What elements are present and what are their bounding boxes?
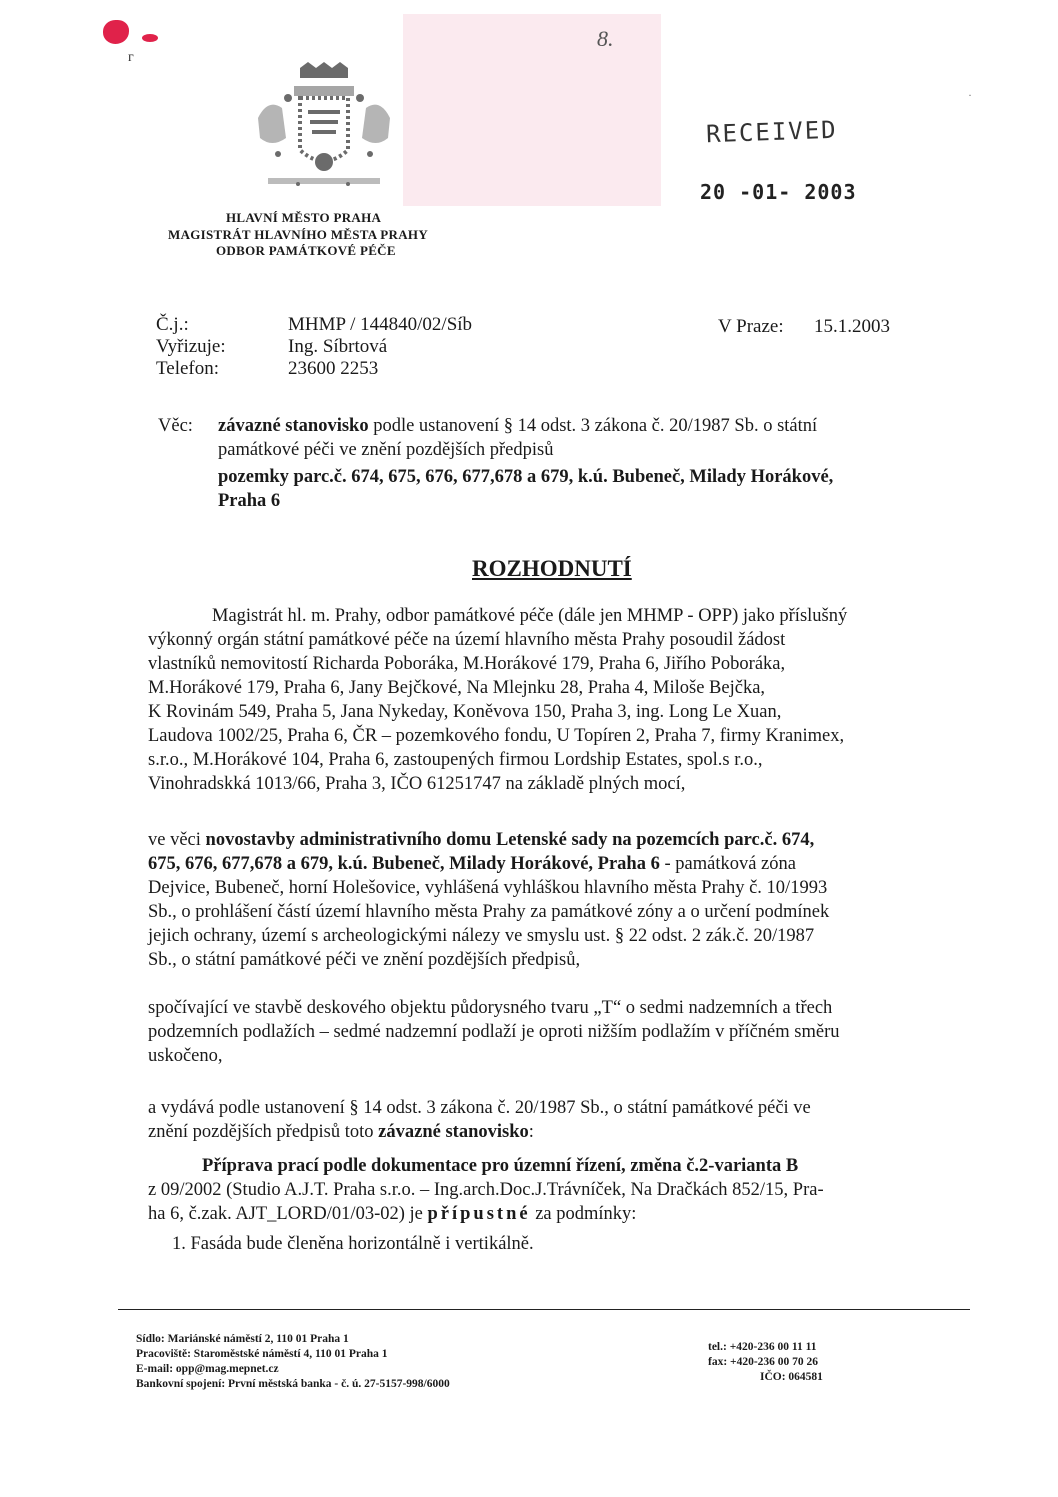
footer-pracoviste: Pracoviště: Staroměstské náměstí 4, 110 01 Praha 1 (136, 1348, 388, 1360)
footer-tel: tel.: +420-236 00 11 11 (708, 1341, 817, 1353)
footer-fax: fax: +420-236 00 70 26 (708, 1356, 819, 1368)
vyrizuje-label: Vyřizuje: (156, 336, 226, 357)
footer-sidlo: Sídlo: Mariánské náměstí 2, 110 01 Praha 1 (136, 1333, 349, 1345)
subject-label: Věc: (158, 416, 193, 436)
pen-mark: ᴦ (128, 50, 134, 65)
decision-title: ROZHODNUTÍ (472, 556, 632, 581)
paragraph-3: spočívající ve stavbě deskového objektu půdorysného tvaru „T“ o sedmi nadzemních a třech podzemních podlažích – sedmé nadzemní podlaží je oproti nižším podlažím v příčném směru uskočeno, (148, 998, 840, 1066)
office-line-3: ODBOR PAMÁTKOVÉ PÉČE (216, 243, 396, 258)
subject-line-4: Praha 6 (218, 491, 281, 511)
received-date-stamp: 20 -01- 2003 (700, 180, 857, 204)
place-label: V Praze: (718, 316, 784, 337)
place-date: 15.1.2003 (814, 316, 890, 337)
subject-line-2: památkové péči ve znění pozdějších předpisů (218, 440, 554, 460)
paragraph-2: ve věci novostavby administrativního domu Letenské sady na pozemcích parc.č. 674, 675, 676, 677,678 a 679, k.ú. Bubeneč, Milady Horákové, Praha 6 - památková zóna Dejvice, Bubeneč, horní Holešovice, vyhlášená vyhláškou hlavního města Prahy č. 10/1993 Sb., o prohlášení částí území hlavního města Prahy za památkové zóny a o určení podmínek jejich ochrany, území s archeologickými nálezy ve smyslu ust. § 22 odst. 2 zák.č. 20/1987 Sb., o státní památkové péči ve znění pozdějších předpisů, (148, 830, 830, 970)
vyrizuje-value: Ing. Síbrtová (288, 336, 388, 357)
office-line-2: MAGISTRÁT HLAVNÍHO MĚSTA PRAHY (168, 227, 429, 242)
coat-of-arms-seal-icon (248, 58, 400, 198)
condition-1: 1. Fasáda bude členěna horizontálně i vertikálně. (172, 1234, 534, 1254)
cj-value: MHMP / 144840/02/Síb (288, 314, 473, 335)
footer-email: E-mail: opp@mag.mepnet.cz (136, 1363, 279, 1375)
subject-line-3: pozemky parc.č. 674, 675, 676, 677,678 a 679, k.ú. Bubeneč, Milady Horákové, (218, 467, 834, 487)
subject-line-1: závazné stanovisko podle ustanovení § 14 odst. 3 zákona č. 20/1987 Sb. o státní (218, 416, 818, 436)
footer-bank: Bankovní spojení: První městská banka - č. ú. 27-5157-998/6000 (136, 1378, 450, 1390)
footer-ico: IČO: 064581 (760, 1371, 823, 1383)
red-ink-blot (103, 20, 129, 44)
paragraph-5: Příprava prací podle dokumentace pro územní řízení, změna č.2-varianta B z 09/2002 (Studio A.J.T. Praha s.r.o. – Ing.arch.Doc.J.Trávníček, Na Dračkách 852/15, Pra- ha 6, č.zak. AJT_LORD/01/03-02) je přípustné za podmínky: (148, 1156, 824, 1224)
pink-stamp-area (403, 14, 661, 206)
telefon-label: Telefon: (156, 358, 220, 379)
office-line-1: HLAVNÍ MĚSTO PRAHA (226, 210, 382, 225)
telefon-value: 23600 2253 (288, 358, 379, 379)
paragraph-1: Magistrát hl. m. Prahy, odbor památkové péče (dále jen MHMP - OPP) jako příslušný výkonný orgán státní památkové péče na území hlavního města Prahy posoudil žádost vlastníků nemovitostí Richarda Poboráka, M.Horákové 179, Praha 6, Jiřího Poboráka, M.Horákové 179, Praha 6, Jany Bejčkové, Na Mlejnku 28, Praha 4, Miloše Bejčka, K Rovinám 549, Praha 5, Jana Nykeday, Koněvova 150, Praha 3, ing. Long Le Xuan, Laudova 1002/25, Praha 6, ČR – pozemkového fondu, U Topíren 2, Praha 7, firmy Kranimex, s.r.o., M.Horákové 104, Praha 6, zastoupených firmou Lordship Estates, spol.s r.o., Vinohradskká 1013/66, Praha 3, IČO 61251747 na základě plných mocí, (148, 606, 848, 794)
paragraph-4: a vydává podle ustanovení § 14 odst. 3 zákona č. 20/1987 Sb., o státní památkové péči ve znění pozdějších předpisů toto závazné stanovisko: (148, 1098, 811, 1142)
handwritten-page-mark: 8. (597, 26, 614, 51)
received-stamp: RECEIVED (705, 115, 839, 149)
cj-label: Č.j.: (156, 314, 189, 335)
footer-address (136, 1332, 450, 1392)
footer-contact (708, 1340, 823, 1385)
red-ink-blot-small (142, 34, 158, 42)
footer-divider (118, 1309, 970, 1310)
margin-mark: · (968, 88, 972, 102)
